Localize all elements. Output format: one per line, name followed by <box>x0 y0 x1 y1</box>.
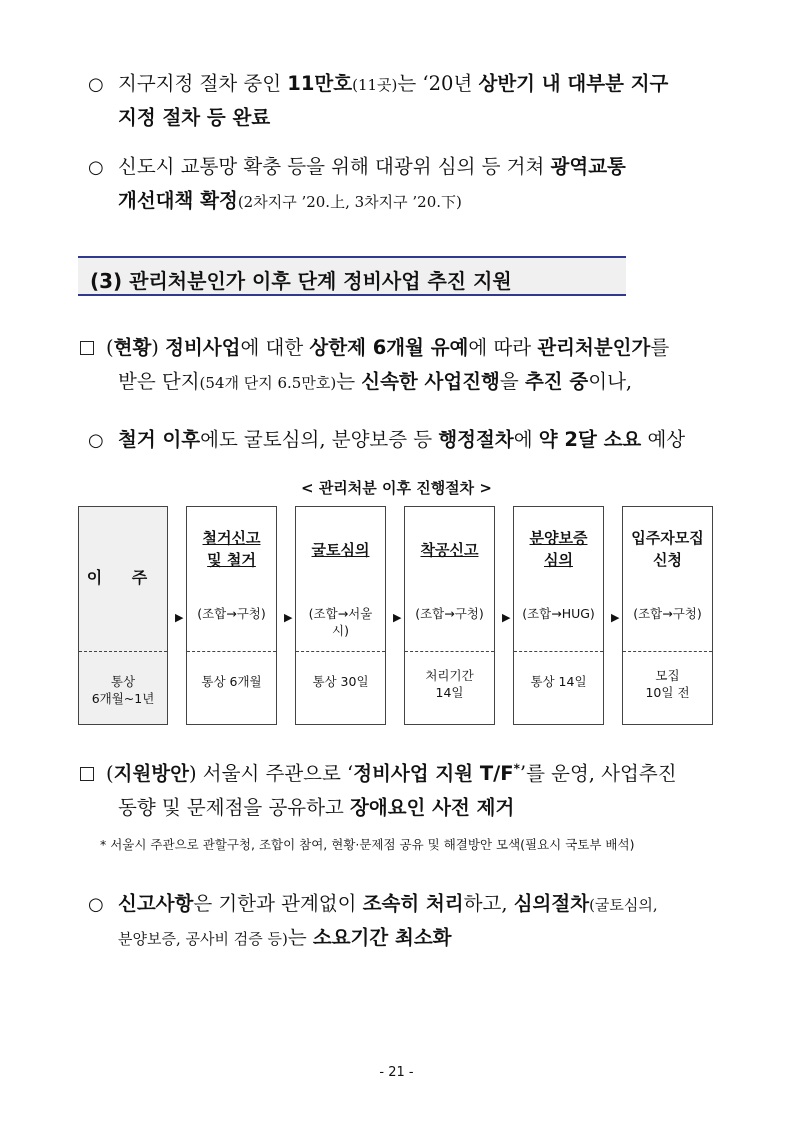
step-excavation-review <box>295 506 386 725</box>
step-name: 착공신고 <box>420 541 479 559</box>
step-actor: (조합→구청) <box>633 606 702 621</box>
paragraph-line: 신고사항은 기한과 관계없이 조속히 처리하고, 심의절차(굴토심의, <box>118 892 658 915</box>
arrow-right-icon: ▶ <box>393 611 402 624</box>
paragraph-line: (현황) 정비사업에 대한 상한제 6개월 유예에 따라 관리처분인가를 <box>106 336 670 359</box>
checkbox-square-icon <box>80 767 94 781</box>
paragraph-line: 지정 절차 등 완료 <box>118 106 271 129</box>
step-name: 입주자모집 신청 <box>631 529 704 569</box>
divider <box>623 651 712 652</box>
section-header <box>78 256 626 296</box>
paragraph-line: 분양보증, 공사비 검증 등)는 소요기간 최소화 <box>118 926 452 949</box>
step-duration: 통상 6개월 <box>201 674 262 689</box>
divider <box>514 651 603 652</box>
paragraph-line: 신도시 교통망 확충 등을 위해 대광위 심의 등 거쳐 광역교통 <box>118 155 626 178</box>
bullet-circle: ○ <box>88 74 104 95</box>
step-name: 굴토심의 <box>311 541 370 559</box>
step-actor: (조합→HUG) <box>522 606 595 621</box>
bullet-circle: ○ <box>88 894 104 915</box>
section-title: (3) 관리처분인가 이후 단계 정비사업 추진 지원 <box>90 269 512 293</box>
divider <box>79 651 167 652</box>
bullet-circle: ○ <box>88 157 104 178</box>
paragraph-line: 동향 및 문제점을 공유하고 장애요인 사전 제거 <box>118 796 515 819</box>
bullet-circle: ○ <box>88 430 104 451</box>
arrow-right-icon: ▶ <box>611 611 620 624</box>
step-duration: 처리기간 14일 <box>425 668 474 700</box>
divider <box>296 651 385 652</box>
step-move-out <box>78 506 168 725</box>
step-actor: (조합→서울 시) <box>308 606 373 638</box>
step-actor: (조합→구청) <box>415 606 484 621</box>
page-number: - 21 - <box>379 1065 414 1080</box>
step-duration: 모집 10일 전 <box>645 668 690 700</box>
step-actor: (조합→구청) <box>197 606 266 621</box>
paragraph-line: 개선대책 확정(2차지구 ’20.上, 3차지구 ’20.下) <box>118 189 462 212</box>
step-construction-notice <box>404 506 495 725</box>
step-duration: 통상 30일 <box>312 674 369 689</box>
step-name: 이 주 <box>86 568 160 587</box>
paragraph-line: 지구지정 절차 중인 11만호(11곳)는 ‘20년 상반기 내 대부분 지구 <box>118 72 669 95</box>
arrow-right-icon: ▶ <box>175 611 184 624</box>
step-sale-guarantee <box>513 506 604 725</box>
arrow-right-icon: ▶ <box>284 611 293 624</box>
paragraph-line: 받은 단지(54개 단지 6.5만호)는 신속한 사업진행을 추진 중이나, <box>118 370 633 393</box>
paragraph-line: 철거 이후에도 굴토심의, 분양보증 등 행정절차에 약 2달 소요 예상 <box>118 428 686 451</box>
diagram-title: < 관리처분 이후 진행절차 > <box>301 479 492 497</box>
paragraph-line: (지원방안) 서울시 주관으로 ‘정비사업 지원 T/F*’를 운영, 사업추진 <box>106 761 677 785</box>
divider <box>405 651 494 652</box>
footnote: * 서울시 주관으로 관할구청, 조합이 참여, 현황·문제점 공유 및 해결방안 모색(필요시 국토부 배석) <box>100 837 635 852</box>
step-demolition <box>186 506 277 725</box>
step-name: 분양보증 심의 <box>529 529 588 569</box>
step-duration: 통상 6개월~1년 <box>91 674 155 706</box>
arrow-right-icon: ▶ <box>502 611 511 624</box>
checkbox-square-icon <box>80 341 94 355</box>
step-duration: 통상 14일 <box>530 674 587 689</box>
step-name: 철거신고 및 철거 <box>202 529 261 569</box>
divider <box>187 651 276 652</box>
step-resident-recruitment <box>622 506 713 725</box>
